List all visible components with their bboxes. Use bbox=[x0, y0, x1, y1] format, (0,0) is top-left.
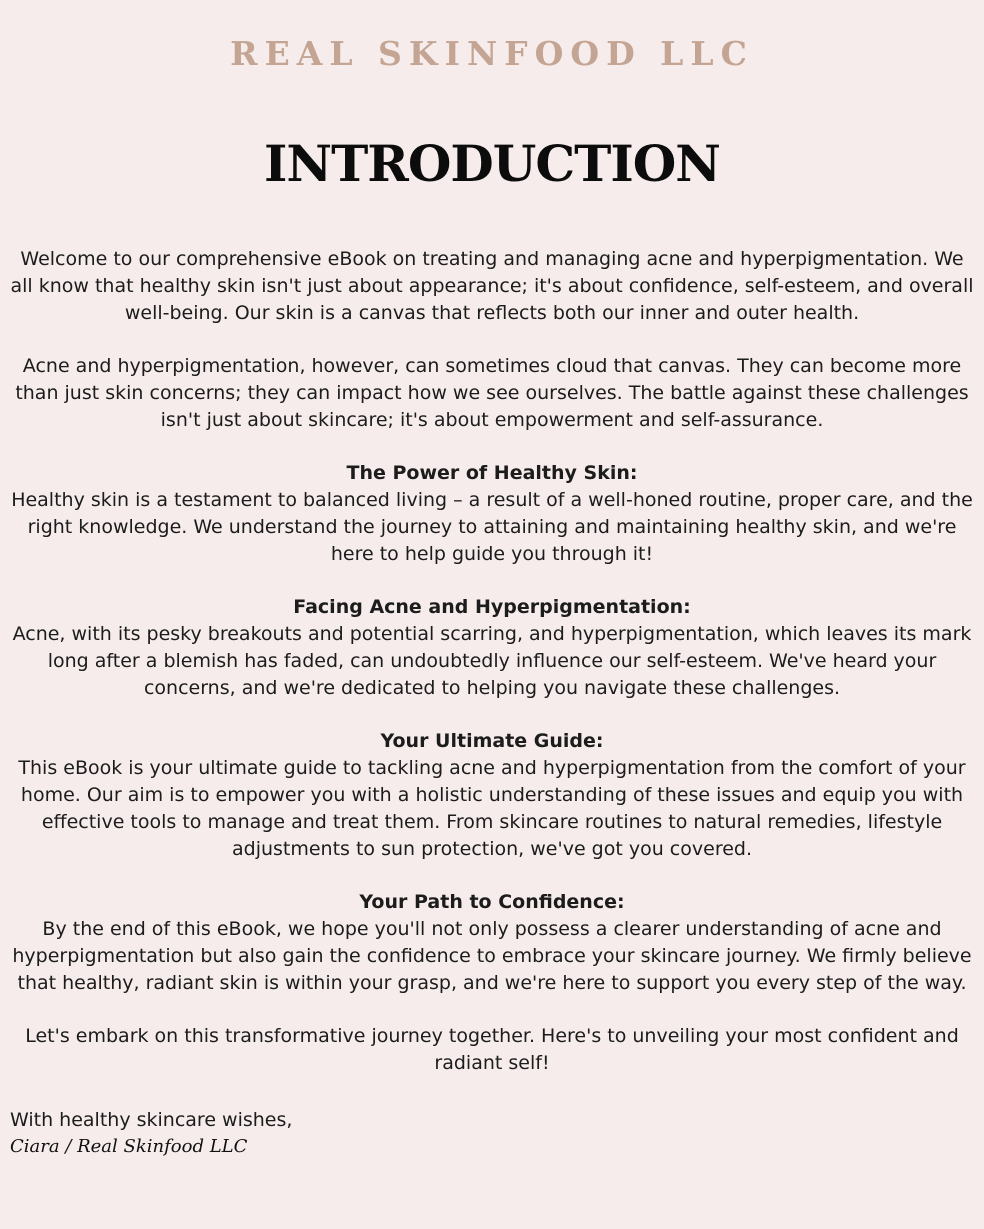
intro-body bbox=[10, 246, 974, 1104]
section-facing-acne bbox=[10, 594, 974, 701]
section-heading: Facing Acne and Hyperpigmentation: bbox=[293, 596, 691, 619]
section-heading: Your Ultimate Guide: bbox=[380, 730, 604, 753]
signature: Ciara / Real Skinfood LLC bbox=[10, 1135, 248, 1157]
section-heading: Your Path to Confidence: bbox=[359, 891, 625, 914]
closing-paragraph: Let's embark on this transformative journey together. Here's to unveiling your most confident and radiant self! bbox=[25, 1025, 959, 1074]
section-path-confidence bbox=[10, 889, 974, 996]
section-text: By the end of this eBook, we hope you'll not only possess a clearer understanding of acne and hyperpigmentation but also gain the confidence to embrace your skincare journey. We firmly believe that healthy, radiant skin is within your grasp, and we're here to support you every step of the way. bbox=[12, 917, 972, 994]
acne-intro-paragraph: Acne and hyperpigmentation, however, can sometimes cloud that canvas. They can become more than just skin concerns; they can impact how we see ourselves. The battle against these challenges isn't just about skincare; it's about empowerment and self-assurance. bbox=[15, 355, 969, 431]
section-text: Healthy skin is a testament to balanced living – a result of a well-honed routine, proper care, and the right knowledge. We understand the journey to attaining and maintaining healthy skin, and we're here to help guide you through it! bbox=[11, 489, 973, 565]
section-text: This eBook is your ultimate guide to tackling acne and hyperpigmentation from the comfort of your home. Our aim is to empower you with a holistic understanding of these issues and equip you with effective tools to manage and treat them. From skincare routines to natural remedies, lifestyle adjustments to sun protection, we've got you covered. bbox=[18, 757, 966, 860]
section-ultimate-guide bbox=[10, 728, 974, 862]
brand-name: REAL SKINFOOD LLC bbox=[230, 34, 754, 73]
welcome-paragraph: Welcome to our comprehensive eBook on treating and managing acne and hyperpigmentation. We all know that healthy skin isn't just about appearance; it's about confidence, self-esteem, and overall well-being. Our skin is a canvas that reflects both our inner and outer health. bbox=[10, 248, 974, 324]
section-healthy-skin bbox=[10, 460, 974, 567]
section-text: Acne, with its pesky breakouts and potential scarring, and hyperpigmentation, which leaves its mark long after a blemish has faded, can undoubtedly influence our self-esteem. We've heard your concerns, and we're dedicated to helping you navigate these challenges. bbox=[12, 623, 972, 699]
page-title: INTRODUCTION bbox=[263, 134, 721, 193]
signoff-block bbox=[10, 1107, 292, 1161]
section-heading: The Power of Healthy Skin: bbox=[346, 462, 638, 485]
signoff-line: With healthy skincare wishes, bbox=[10, 1109, 293, 1131]
